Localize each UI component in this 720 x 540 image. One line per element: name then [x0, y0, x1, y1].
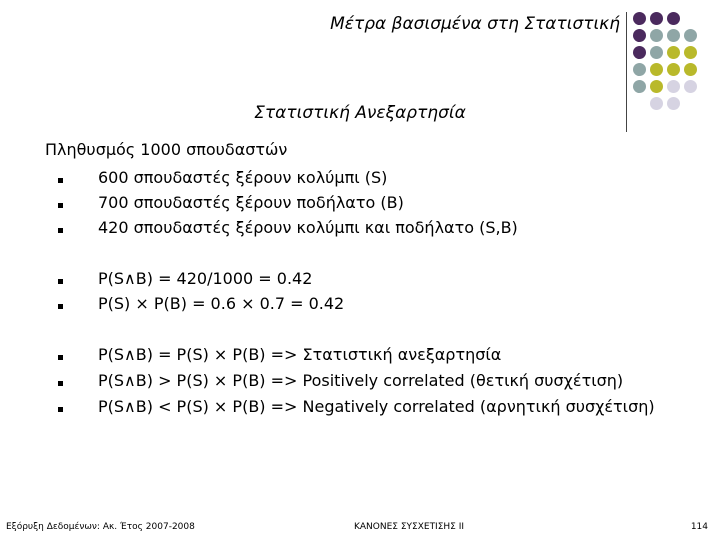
content-heading: Πληθυσμός 1000 σπουδαστών [45, 140, 288, 159]
decorative-dot [650, 80, 663, 93]
decorative-dot [650, 63, 663, 76]
bullet-marker [58, 355, 63, 360]
decorative-dot [667, 46, 680, 59]
list-item: P(S∧B) > P(S) × P(B) => Positively correlated (θετική συσχέτιση) [98, 371, 624, 390]
list-item: 700 σπουδαστές ξέρουν ποδήλατο (B) [98, 193, 404, 212]
bullet-marker [58, 203, 63, 208]
decorative-dot [684, 63, 697, 76]
bullet-marker [58, 178, 63, 183]
footer-topic: ΚΑΝΟΝΕΣ ΣΥΣΧΕΤΙΣΗΣ ΙΙ [354, 522, 465, 532]
decorative-dot [633, 46, 646, 59]
decorative-dot [684, 46, 697, 59]
decorative-dot [633, 63, 646, 76]
decorative-dot [667, 29, 680, 42]
slide-subtitle: Στατιστική Ανεξαρτησία [254, 103, 466, 123]
decorative-dot [633, 29, 646, 42]
decorative-dot [667, 80, 680, 93]
bullet-marker [58, 304, 63, 309]
decorative-dot [667, 63, 680, 76]
decorative-dot [650, 46, 663, 59]
list-item: P(S∧B) = 420/1000 = 0.42 [98, 269, 313, 288]
bullet-marker [58, 407, 63, 412]
decorative-dot [667, 12, 680, 25]
decorative-dot [650, 12, 663, 25]
list-item: 600 σπουδαστές ξέρουν κολύμπι (S) [98, 168, 388, 187]
page-number: 114 [690, 522, 708, 532]
decorative-dot [633, 12, 646, 25]
decorative-dot [633, 80, 646, 93]
bullet-marker [58, 228, 63, 233]
decorative-dot [650, 29, 663, 42]
decorative-dot [684, 29, 697, 42]
slide-title: Μέτρα βασισμένα στη Στατιστική [330, 14, 620, 34]
decorative-dot [684, 80, 697, 93]
list-item: 420 σπουδαστές ξέρουν κολύμπι και ποδήλατο (S,B) [98, 218, 518, 237]
footer-course: Εξόρυξη Δεδομένων: Ακ. Έτος 2007-2008 [6, 522, 195, 532]
list-item: P(S) × P(B) = 0.6 × 0.7 = 0.42 [98, 294, 345, 313]
list-item: P(S∧B) < P(S) × P(B) => Negatively correlated (αρνητική συσχέτιση) [98, 397, 655, 416]
bullet-marker [58, 279, 63, 284]
list-item: P(S∧B) = P(S) × P(B) => Στατιστική ανεξαρτησία [98, 345, 502, 364]
bullet-marker [58, 381, 63, 386]
